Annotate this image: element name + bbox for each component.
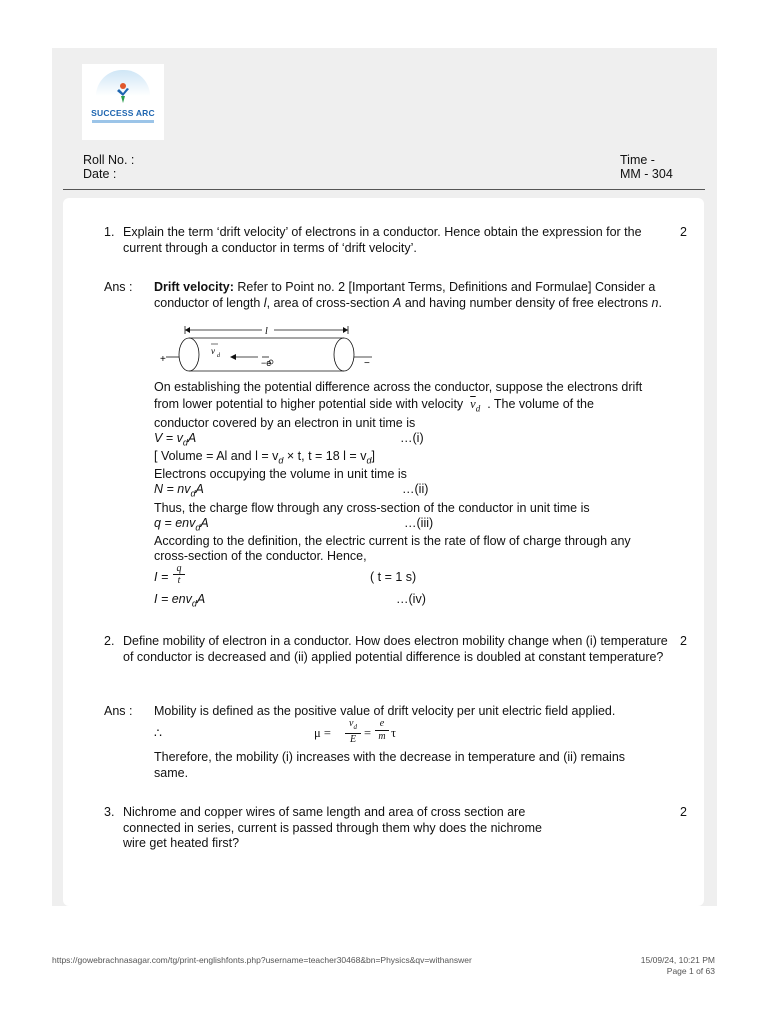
positive-terminal-label: + (160, 354, 166, 365)
logo-name: SUCCESS ARC (91, 108, 155, 118)
q1-para-5: Thus, the charge flow through any cross-section of the conductor in unit time is (154, 501, 590, 515)
length-arrow-left-head (185, 327, 190, 333)
mobility-mu: μ = (314, 726, 331, 740)
q1-eq-5-tag: …(iv) (396, 592, 426, 606)
header-divider (63, 189, 705, 190)
q1-marks: 2 (680, 225, 687, 239)
q3-marks: 2 (680, 805, 687, 819)
q1-ans-intro: Drift velocity: Refer to Point no. 2 [Important Terms, Definitions and Formulae] Consider a conductor of length l, area of cross-section A and having number density of free electrons n. (154, 280, 662, 310)
mobility-tau: τ (391, 726, 397, 740)
q1-eq-2-tag: …(ii) (402, 482, 429, 496)
q1-eq-5: I = env$_d$A (154, 592, 206, 609)
roll-no-label: Roll No. : (83, 153, 135, 167)
mobility-fraction-2: e m (375, 718, 389, 743)
q1-eq-4-tag: ( t = 1 s) (370, 570, 417, 584)
vd-subscript: d (217, 353, 220, 359)
q1-eq-2: $N = nv_dA$ (154, 482, 204, 499)
q3-text: Nichrome and copper wires of same length and area of cross section are connected in series, current is passed through them why does the nichrome wire get heated first? (123, 805, 542, 850)
negative-terminal-label: − (364, 358, 370, 369)
therefore-symbol: ∴ (154, 726, 162, 740)
cylinder-right-end (334, 338, 354, 371)
q1-para-4: Electrons occupying the volume in unit time is (154, 467, 407, 481)
q1-para-6: According to the definition, the electric current is the rate of flow of charge through any (154, 534, 631, 548)
q1-number: 1. (104, 225, 115, 239)
q2-marks: 2 (680, 634, 687, 648)
footer-page-number: Page 1 of 63 (666, 966, 715, 976)
mobility-equals: = (364, 726, 372, 740)
q2-number: 2. (104, 634, 115, 648)
logo-figure-icon (114, 82, 132, 104)
vd-label: v (211, 346, 215, 356)
cylinder-left-end (179, 338, 199, 371)
q2-ans-line-2: Therefore, the mobility (i) increases with the decrease in temperature and (ii) remains same. (154, 750, 626, 780)
date-label: Date : (83, 167, 117, 181)
q2-ans-label: Ans : (104, 704, 133, 718)
q1-ans-label: Ans : (104, 280, 133, 294)
q2-ans-line-1: Mobility is defined as the positive value of drift velocity per unit electric field applied. (154, 704, 616, 718)
q1-text: Explain the term ‘drift velocity’ of electrons in a conductor. Hence obtain the expression for the current through a conductor in terms of ‘drift velocity’. (123, 225, 642, 255)
q2-text: Define mobility of electron in a conductor. How does electron mobility change when (i) temperature of conductor is decreased and (ii) applied potential difference is doubled at constant temperature? (123, 634, 668, 664)
electron-label: −e (261, 358, 272, 368)
length-label: l (265, 326, 268, 337)
logo-tagline-bar (92, 120, 154, 123)
q1-para-7: cross-section of the conductor. Hence, (154, 549, 367, 563)
max-marks-label: MM - 304 (620, 167, 673, 181)
q1-drift-velocity-term: Drift velocity: (154, 280, 234, 294)
velocity-arrowhead (230, 354, 236, 360)
success-arc-logo (82, 64, 164, 140)
length-label-gap (262, 324, 274, 336)
conductor-diagram (158, 324, 378, 378)
length-arrow-right-head (343, 327, 348, 333)
footer-url: https://gowebrachnasagar.com/tg/print-englishfonts.php?username=teacher30468&bn=Physics&qv=withanswer (52, 955, 472, 965)
q1-eq-4-fraction: q t (173, 563, 185, 586)
time-label: Time - (620, 153, 655, 167)
q1-eq-1-tag: …(i) (400, 431, 424, 445)
q1-eq-4-lhs: I = (154, 570, 169, 584)
footer-datetime: 15/09/24, 10:21 PM (640, 955, 715, 965)
q1-para-1: On establishing the potential difference across the conductor, suppose the electrons drift (154, 380, 643, 394)
q1-eq-3-tag: …(iii) (404, 516, 434, 530)
vd-inline-symbol: $\overline{v}_d$ (470, 397, 481, 414)
q1-para-2: from lower potential to higher potential side with velocity $\overline{v}_d$ . The volume of the (154, 397, 594, 417)
q1-para-3: conductor covered by an electron in unit time is (154, 416, 416, 430)
q3-number: 3. (104, 805, 115, 819)
q1-eq-3: q = env$_d$A (154, 516, 209, 533)
q1-eq-1: $V = v_dA$ (154, 431, 197, 448)
mobility-fraction-1: $v_d$ E (345, 718, 361, 746)
q1-volume-note: [ Volume = Al and $l = v_d \times t$, t = 18 $l = v_d$] (154, 449, 375, 466)
